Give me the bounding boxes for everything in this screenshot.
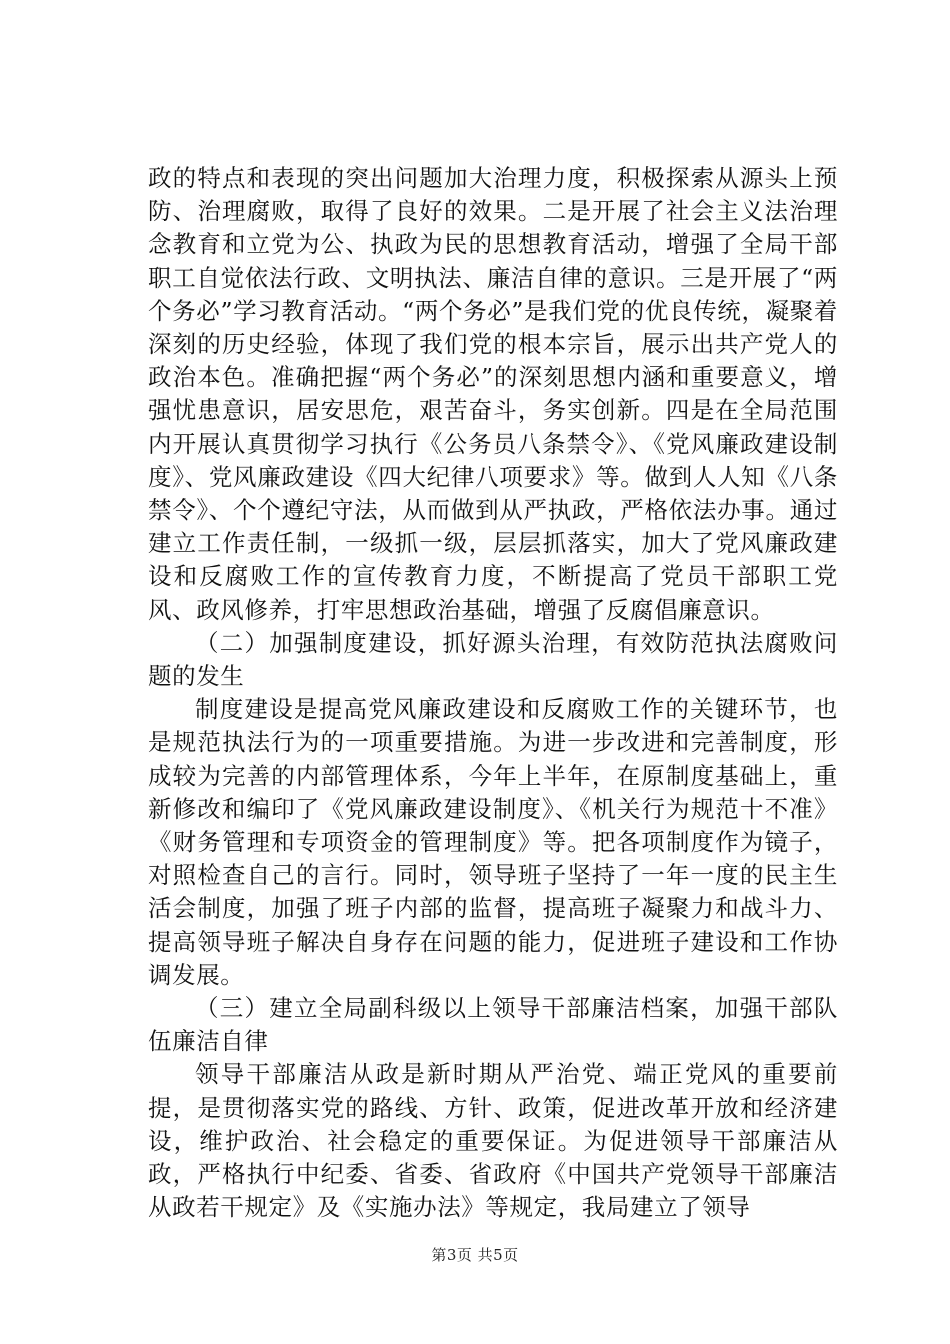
page-footer: 第3页 共5页 [431, 1246, 519, 1264]
paragraph-system-building: 制度建设是提高党风廉政建设和反腐败工作的关键环节，也是规范执法行为的一项重要措施。为进一步改进和完善制度，形成较为完善的内部管理体系，今年上半年，在原制度基础上，重新修改和编印了《党风廉政建设制度》、《机关行为规范十不准》《财务管理和专项资金的管理制度》等。把各项制度作为镜子，对照检查自己的言行。同时，领导班子坚持了一年一度的民主生活会制度，加强了班子内部的监督，提高班子凝聚力和战斗力、提高领导班子解决自身存在问题的能力，促进班子建设和工作协调发展。 [148, 695, 838, 989]
section-heading-2: （二）加强制度建设，抓好源头治理，有效防范执法腐败问题的发生 [148, 628, 838, 691]
paragraph-continuation: 政的特点和表现的突出问题加大治理力度，积极探索从源头上预防、治理腐败，取得了良好的效果。二是开展了社会主义法治理念教育和立党为公、执政为民的思想教育活动，增强了全局干部职工自觉依法行政、文明执法、廉洁自律的意识。三是开展了“两个务必”学习教育活动。“两个务必”是我们党的优良传统，凝聚着深刻的历史经验，体现了我们党的根本宗旨，展示出共产党人的政治本色。准确把握“两个务必”的深刻思想内涵和重要意义，增强忧患意识，居安思危，艰苦奋斗，务实创新。四是在全局范围内开展认真贯彻学习执行《公务员八条禁令》、《党风廉政建设制度》、党风廉政建设《四大纪律八项要求》等。做到人人知《八条禁令》、个个遵纪守法，从而做到从严执政，严格依法办事。通过建立工作责任制，一级抓一级，层层抓落实，加大了党风廉政建设和反腐败工作的宣传教育力度，不断提高了党员干部职工党风、政风修养，打牢思想政治基础，增强了反腐倡廉意识。 [148, 164, 838, 624]
paragraph-integrity: 领导干部廉洁从政是新时期从严治党、端正党风的重要前提，是贯彻落实党的路线、方针、政策，促进改革开放和经济建设，维护政治、社会稳定的重要保证。为促进领导干部廉洁从政，严格执行中纪委、省委、省政府《中国共产党领导干部廉洁从政若干规定》及《实施办法》等规定，我局建立了领导 [148, 1060, 838, 1222]
section-heading-3: （三）建立全局副科级以上领导干部廉洁档案，加强干部队伍廉洁自律 [148, 994, 838, 1056]
document-body [148, 162, 838, 1225]
